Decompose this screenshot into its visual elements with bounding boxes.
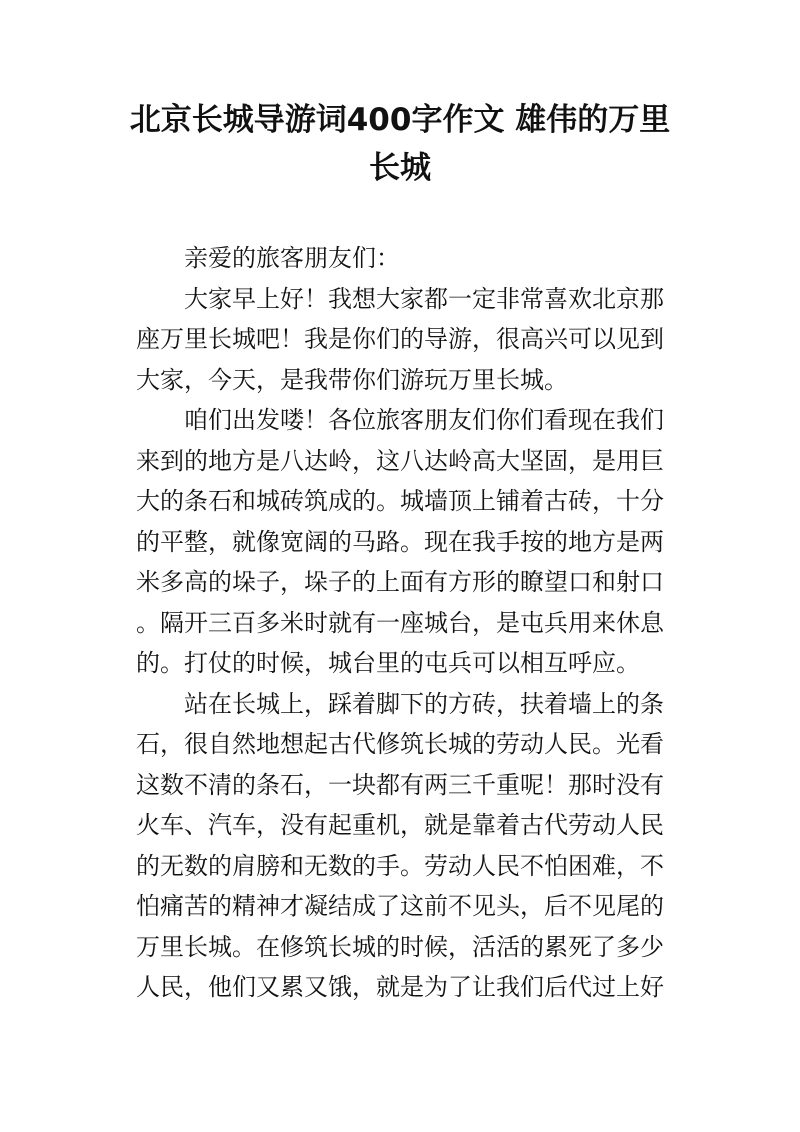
document-title: 北京长城导游词400字作文 雄伟的万里长城: [129, 102, 671, 186]
document-body: [136, 238, 664, 1008]
paragraph-badaling: 咱们出发喽！各位旅客朋友们你们看现在我们来到的地方是八达岭，这八达岭高大坚固，是用巨大的条石和城砖筑成的。城墙顶上铺着古砖，十分的平整，就像宽阔的马路。现在我手按的地方是两米多高的垛子，垛子的上面有方形的瞭望口和射口。隔开三百多米时就有一座城台，是屯兵用来休息的。打仗的时候，城台里的屯兵可以相互呼应。: [136, 406, 664, 677]
paragraph-greeting: 亲爱的旅客朋友们：: [184, 244, 400, 272]
paragraph-builders: 站在长城上，踩着脚下的方砖，扶着墙上的条石，很自然地想起古代修筑长城的劳动人民。光看这数不清的条石，一块都有两三千重呢！那时没有火车、汽车，没有起重机，就是靠着古代劳动人民的无数的肩膀和无数的手。劳动人民不怕困难，不怕痛苦的精神才凝结成了这前不见头，后不见尾的万里长城。在修筑长城的时候，活活的累死了多少人民，他们又累又饿，就是为了让我们后代过上好: [136, 689, 664, 1001]
paragraph-intro: 大家早上好！我想大家都一定非常喜欢北京那座万里长城吧！我是你们的导游，很高兴可以见到大家，今天，是我带你们游玩万里长城。: [136, 284, 664, 394]
